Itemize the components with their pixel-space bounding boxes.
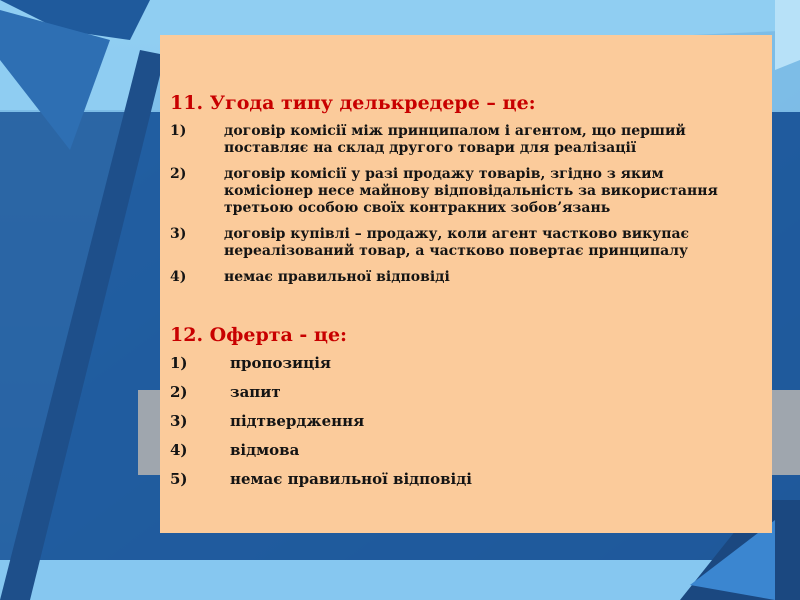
- question-12-title: 12. Оферта - це:: [170, 324, 348, 346]
- question-12-options: [170, 355, 752, 488]
- option-text: договір комісії у разі продажу товарів, згідно з яким комісіонер несе майнову відповідальність за використання третьою особою своїх контракних зобов’язань: [224, 166, 718, 216]
- list-item: [170, 269, 752, 286]
- option-number: 3): [170, 226, 187, 242]
- option-number: 3): [170, 412, 188, 430]
- option-number: 4): [170, 441, 188, 459]
- slide-content-card: [160, 35, 772, 533]
- option-text: запит: [230, 383, 281, 401]
- list-item: [170, 226, 752, 260]
- question-11-options: [170, 123, 752, 286]
- list-item: [170, 355, 752, 372]
- list-item: [170, 384, 752, 401]
- option-number: 1): [170, 123, 187, 139]
- option-text: немає правильної відповіді: [224, 269, 450, 285]
- option-number: 2): [170, 383, 188, 401]
- list-item: [170, 442, 752, 459]
- option-number: 5): [170, 470, 188, 488]
- option-number: 1): [170, 354, 188, 372]
- list-item: [170, 413, 752, 430]
- option-text: пропозиція: [230, 354, 332, 372]
- option-text: відмова: [230, 441, 300, 459]
- option-number: 4): [170, 269, 187, 285]
- list-item: [170, 123, 752, 157]
- question-11-title: 11. Угода типу делькредере – це:: [170, 92, 536, 114]
- option-text: договір купівлі – продажу, коли агент частково викупає нереалізований товар, а частково повертає принципалу: [224, 226, 690, 259]
- option-text: немає правильної відповіді: [230, 470, 472, 488]
- option-text: договір комісії між принципалом і агентом, що перший поставляє на склад другого товари для реалізації: [224, 123, 686, 156]
- list-item: [170, 166, 752, 217]
- option-text: підтвердження: [230, 412, 365, 430]
- option-number: 2): [170, 166, 187, 182]
- list-item: [170, 471, 752, 488]
